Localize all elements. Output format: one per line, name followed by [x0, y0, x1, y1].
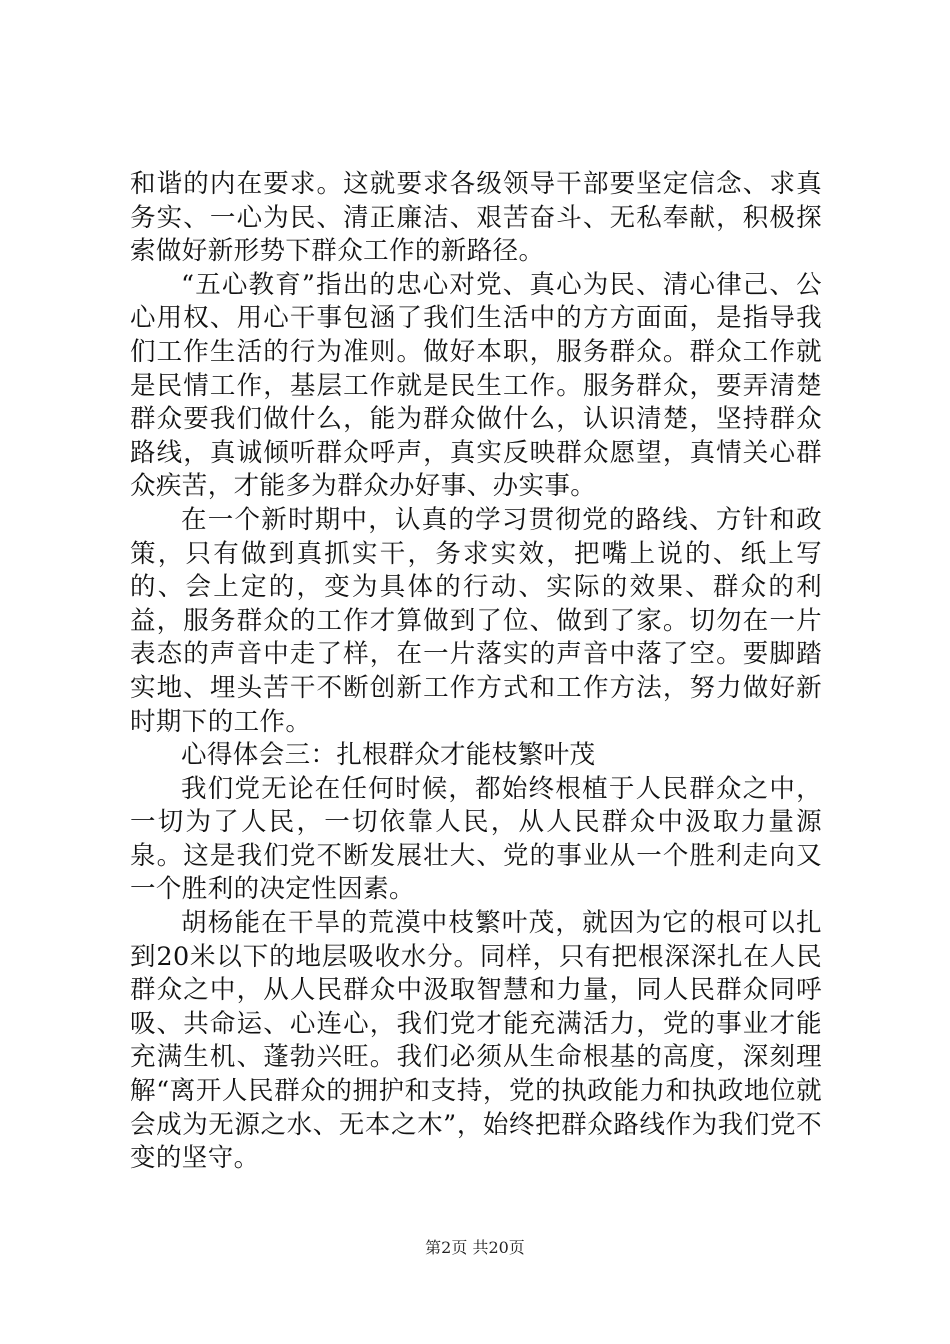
paragraph-1: 和谐的内在要求。这就要求各级领导干部要坚定信念、求真务实、一心为民、清正廉洁、艰苦奋斗、无私奉献，积极探索做好新形势下群众工作的新路径。: [130, 169, 822, 267]
paragraph-3: 在一个新时期中，认真的学习贯彻党的路线、方针和政策，只有做到真抓实干，务求实效，把嘴上说的、纸上写的、会上定的，变为具体的行动、实际的效果、群众的利益，服务群众的工作才算做到了位、做到了家。切勿在一片表态的声音中走了样，在一片落实的声音中落了空。要脚踏实地、埋头苦干不断创新工作方式和工作方法，努力做好新时期下的工作。: [130, 504, 822, 737]
page-number-footer: 第2页 共20页: [425, 1238, 525, 1257]
paragraph-7: [130, 1176, 822, 1178]
paragraph-2: “五心教育”指出的忠心对党、真心为民、清心律己、公心用权、用心干事包涵了我们生活中的方方面面，是指导我们工作生活的行为准则。做好本职，服务群众。群众工作就是民情工作，基层工作就是民生工作。服务群众，要弄清楚群众要我们做什么，能为群众做什么，认识清楚，坚持群众路线，真诚倾听群众呼声，真实反映群众愿望，真情关心群众疾苦，才能多为群众办好事、办实事。: [130, 269, 822, 502]
paragraph-6: 胡杨能在干旱的荒漠中枝繁叶茂，就因为它的根可以扎到20米以下的地层吸收水分。同样，只有把根深深扎在人民群众之中，从人民群众中汲取智慧和力量，同人民群众同呼吸、共命运、心连心，我们党才能充满活力，党的事业才能充满生机、蓬勃兴旺。我们必须从生命根基的高度，深刻理解“离开人民群众的拥护和支持，党的执政能力和执政地位就会成为无源之水、无本之木”，始终把群众路线作为我们党不变的坚守。: [130, 908, 822, 1174]
paragraph-5: 我们党无论在任何时候，都始终根植于人民群众之中，一切为了人民，一切依靠人民，从人民群众中汲取力量源泉。这是我们党不断发展壮大、党的事业从一个胜利走向又一个胜利的决定性因素。: [130, 773, 822, 905]
document-body: [130, 168, 822, 1178]
section-heading: 心得体会三：扎根群众才能枝繁叶茂: [181, 740, 596, 771]
